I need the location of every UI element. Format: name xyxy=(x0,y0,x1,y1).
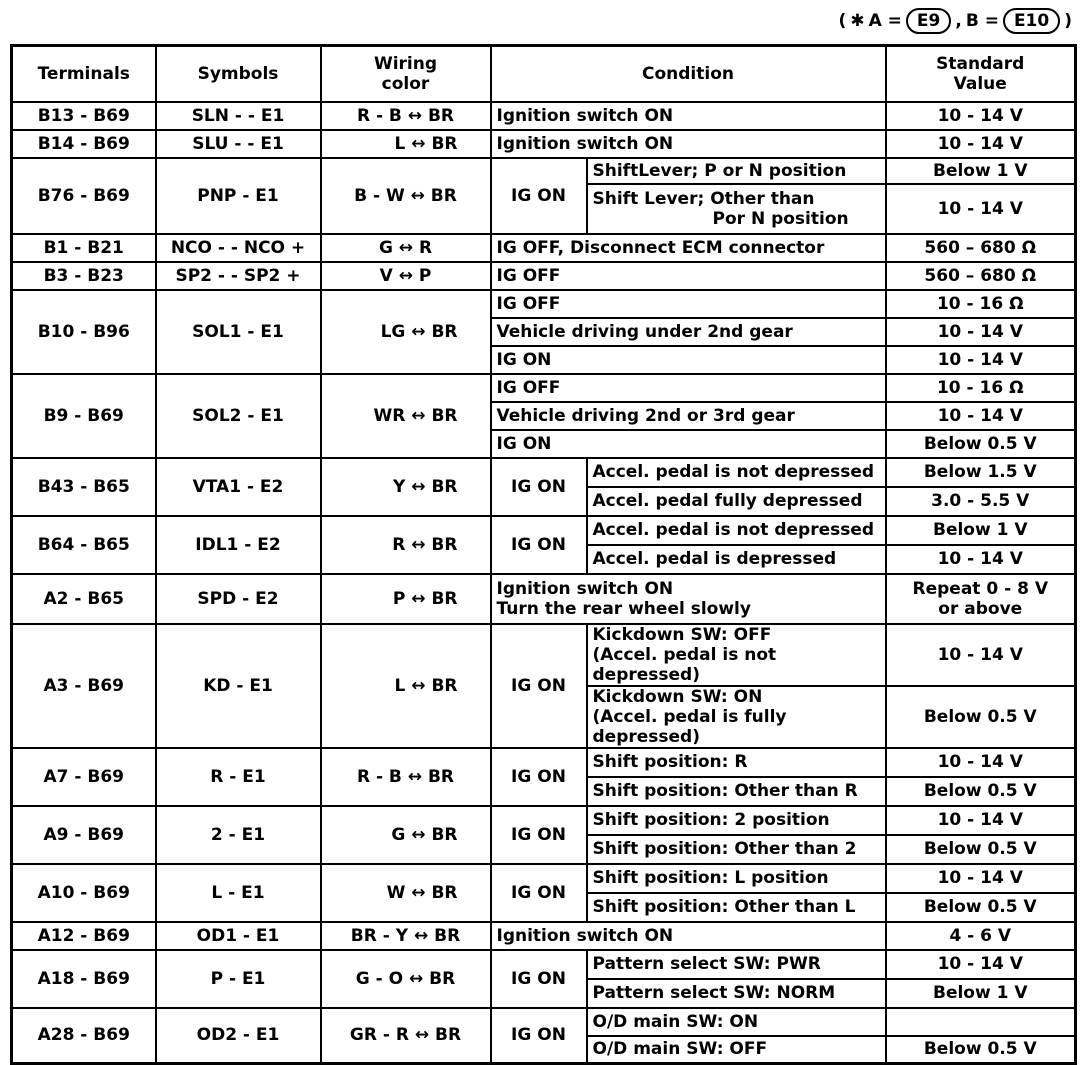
condition-cell: Ignition switch ON xyxy=(491,102,886,130)
table-row xyxy=(12,262,1076,290)
condition-cell: IG OFF xyxy=(491,374,886,402)
condition-group-cell: IG ON xyxy=(491,806,587,864)
table-row xyxy=(12,1008,1076,1036)
value-cell: Below 1 V xyxy=(886,516,1076,545)
legend-separator: , xyxy=(955,11,962,31)
value-cell: 10 - 14 V xyxy=(886,624,1076,686)
wiring-cell: Y ↔ BR xyxy=(321,458,491,516)
table-row xyxy=(12,950,1076,979)
condition-cell: IG OFF xyxy=(491,262,886,290)
sub-condition-cell: Shift position: Other than R xyxy=(587,777,886,806)
value-cell: 10 - 14 V xyxy=(886,402,1076,430)
terminals-cell: A28 - B69 xyxy=(12,1008,156,1064)
sub-condition-cell: O/D main SW: ON xyxy=(587,1008,886,1036)
value-cell: 10 - 16 Ω xyxy=(886,374,1076,402)
value-cell: Below 0.5 V xyxy=(886,777,1076,806)
table-row xyxy=(12,234,1076,262)
value-cell xyxy=(886,1008,1076,1036)
value-cell: 10 - 14 V xyxy=(886,806,1076,835)
table-header-row xyxy=(12,46,1076,102)
table-row xyxy=(12,458,1076,487)
header-condition: Condition xyxy=(491,46,886,102)
condition-cell: Vehicle driving 2nd or 3rd gear xyxy=(491,402,886,430)
wiring-cell: G - O ↔ BR xyxy=(321,950,491,1008)
symbols-cell: SPD - E2 xyxy=(156,574,321,624)
symbols-cell: 2 - E1 xyxy=(156,806,321,864)
wiring-cell: G ↔ BR xyxy=(321,806,491,864)
value-cell: 10 - 14 V xyxy=(886,748,1076,777)
header-standard-value: Standard Value xyxy=(886,46,1076,102)
terminals-cell: B3 - B23 xyxy=(12,262,156,290)
value-cell: 10 - 14 V xyxy=(886,346,1076,374)
symbols-cell: IDL1 - E2 xyxy=(156,516,321,574)
table-row xyxy=(12,130,1076,158)
condition-group-cell: IG ON xyxy=(491,748,587,806)
table-row xyxy=(12,574,1076,624)
condition-group-cell: IG ON xyxy=(491,864,587,922)
value-cell: 10 - 14 V xyxy=(886,545,1076,574)
legend-a-label: A = xyxy=(868,11,902,31)
table-row xyxy=(12,102,1076,130)
value-cell: Below 0.5 V xyxy=(886,686,1076,748)
connector-legend xyxy=(839,6,1072,36)
value-cell: 10 - 14 V xyxy=(886,102,1076,130)
condition-group-cell: IG ON xyxy=(491,624,587,748)
terminals-cell: B64 - B65 xyxy=(12,516,156,574)
sub-condition-cell: Kickdown SW: ON (Accel. pedal is fully depressed) xyxy=(587,686,886,748)
sub-condition-cell: Shift position: L position xyxy=(587,864,886,893)
terminals-cell: A10 - B69 xyxy=(12,864,156,922)
wiring-cell: W ↔ BR xyxy=(321,864,491,922)
wiring-cell: R - B ↔ BR xyxy=(321,748,491,806)
table-row xyxy=(12,290,1076,318)
sub-condition-cell: Pattern select SW: NORM xyxy=(587,979,886,1008)
condition-group-cell: IG ON xyxy=(491,458,587,516)
terminals-cell: A12 - B69 xyxy=(12,922,156,950)
sub-condition-cell: Shift position: 2 position xyxy=(587,806,886,835)
symbols-cell: SOL2 - E1 xyxy=(156,374,321,458)
sub-condition-cell: O/D main SW: OFF xyxy=(587,1036,886,1064)
table-row xyxy=(12,624,1076,686)
terminals-cell: B14 - B69 xyxy=(12,130,156,158)
value-cell: Below 1 V xyxy=(886,158,1076,184)
terminals-cell: B10 - B96 xyxy=(12,290,156,374)
sub-condition-cell: Kickdown SW: OFF (Accel. pedal is not depressed) xyxy=(587,624,886,686)
value-cell: 560 – 680 Ω xyxy=(886,234,1076,262)
symbols-cell: PNP - E1 xyxy=(156,158,321,234)
header-terminals: Terminals xyxy=(12,46,156,102)
condition-cell: Vehicle driving under 2nd gear xyxy=(491,318,886,346)
symbols-cell: P - E1 xyxy=(156,950,321,1008)
symbols-cell: OD2 - E1 xyxy=(156,1008,321,1064)
terminal-spec-table xyxy=(10,44,1077,1065)
symbols-cell: SLN - - E1 xyxy=(156,102,321,130)
terminals-cell: A2 - B65 xyxy=(12,574,156,624)
table-row xyxy=(12,748,1076,777)
table-row xyxy=(12,158,1076,184)
value-cell: 560 – 680 Ω xyxy=(886,262,1076,290)
symbols-cell: L - E1 xyxy=(156,864,321,922)
condition-cell: IG ON xyxy=(491,430,886,458)
terminals-cell: A7 - B69 xyxy=(12,748,156,806)
symbols-cell: NCO - - NCO + xyxy=(156,234,321,262)
wiring-cell: R ↔ BR xyxy=(321,516,491,574)
wiring-cell: L ↔ BR xyxy=(321,130,491,158)
terminals-cell: B1 - B21 xyxy=(12,234,156,262)
condition-group-cell: IG ON xyxy=(491,950,587,1008)
header-wiring-color: Wiring color xyxy=(321,46,491,102)
symbols-cell: SOL1 - E1 xyxy=(156,290,321,374)
value-cell: 4 - 6 V xyxy=(886,922,1076,950)
terminals-cell: A3 - B69 xyxy=(12,624,156,748)
table-row xyxy=(12,374,1076,402)
value-cell: 10 - 14 V xyxy=(886,864,1076,893)
value-cell: 10 - 16 Ω xyxy=(886,290,1076,318)
legend-a-connector: E9 xyxy=(906,8,951,34)
condition-cell: Ignition switch ON xyxy=(491,922,886,950)
symbols-cell: SP2 - - SP2 + xyxy=(156,262,321,290)
legend-b-label: B = xyxy=(965,11,999,31)
value-cell: 10 - 14 V xyxy=(886,318,1076,346)
legend-open-paren: ( xyxy=(838,11,847,31)
table-row xyxy=(12,922,1076,950)
value-cell: Below 0.5 V xyxy=(886,1036,1076,1064)
asterisk-icon: ✱ xyxy=(850,11,865,31)
sub-condition-cell: Shift Lever; Other than Por N position xyxy=(587,184,886,234)
value-cell: 10 - 14 V xyxy=(886,184,1076,234)
sub-condition-cell: Accel. pedal is not depressed xyxy=(587,458,886,487)
value-cell: Below 1 V xyxy=(886,979,1076,1008)
wiring-cell: B - W ↔ BR xyxy=(321,158,491,234)
table-row xyxy=(12,806,1076,835)
symbols-cell: VTA1 - E2 xyxy=(156,458,321,516)
legend-b-connector: E10 xyxy=(1003,8,1060,34)
wiring-cell: WR ↔ BR xyxy=(321,374,491,458)
wiring-cell: LG ↔ BR xyxy=(321,290,491,374)
wiring-cell: G ↔ R xyxy=(321,234,491,262)
condition-cell: Ignition switch ON xyxy=(491,130,886,158)
value-cell: 10 - 14 V xyxy=(886,130,1076,158)
symbols-cell: R - E1 xyxy=(156,748,321,806)
wiring-cell: V ↔ P xyxy=(321,262,491,290)
terminals-cell: B76 - B69 xyxy=(12,158,156,234)
sub-condition-cell: Shift position: Other than 2 xyxy=(587,835,886,864)
condition-group-cell: IG ON xyxy=(491,516,587,574)
condition-cell: IG OFF, Disconnect ECM connector xyxy=(491,234,886,262)
symbols-cell: OD1 - E1 xyxy=(156,922,321,950)
table-row xyxy=(12,516,1076,545)
terminals-cell: B43 - B65 xyxy=(12,458,156,516)
sub-condition-cell: Accel. pedal is depressed xyxy=(587,545,886,574)
terminals-cell: A18 - B69 xyxy=(12,950,156,1008)
symbols-cell: KD - E1 xyxy=(156,624,321,748)
value-cell: Below 0.5 V xyxy=(886,893,1076,922)
sub-condition-cell: Shift position: R xyxy=(587,748,886,777)
value-cell: Below 0.5 V xyxy=(886,835,1076,864)
wiring-cell: GR - R ↔ BR xyxy=(321,1008,491,1064)
condition-group-cell: IG ON xyxy=(491,158,587,234)
wiring-cell: P ↔ BR xyxy=(321,574,491,624)
terminals-cell: B13 - B69 xyxy=(12,102,156,130)
value-cell: Below 1.5 V xyxy=(886,458,1076,487)
symbols-cell: SLU - - E1 xyxy=(156,130,321,158)
value-cell: Repeat 0 - 8 V or above xyxy=(886,574,1076,624)
condition-group-cell: IG ON xyxy=(491,1008,587,1064)
wiring-cell: L ↔ BR xyxy=(321,624,491,748)
value-cell: Below 0.5 V xyxy=(886,430,1076,458)
value-cell: 3.0 - 5.5 V xyxy=(886,487,1076,516)
wiring-cell: R - B ↔ BR xyxy=(321,102,491,130)
header-symbols: Symbols xyxy=(156,46,321,102)
condition-cell: IG ON xyxy=(491,346,886,374)
condition-cell: IG OFF xyxy=(491,290,886,318)
terminals-cell: B9 - B69 xyxy=(12,374,156,458)
legend-close-paren: ) xyxy=(1064,11,1072,31)
condition-cell: Ignition switch ON Turn the rear wheel slowly xyxy=(491,574,886,624)
sub-condition-cell: Pattern select SW: PWR xyxy=(587,950,886,979)
sub-condition-cell: ShiftLever; P or N position xyxy=(587,158,886,184)
sub-condition-cell: Shift position: Other than L xyxy=(587,893,886,922)
table-row xyxy=(12,864,1076,893)
sub-condition-cell: Accel. pedal fully depressed xyxy=(587,487,886,516)
terminals-cell: A9 - B69 xyxy=(12,806,156,864)
value-cell: 10 - 14 V xyxy=(886,950,1076,979)
wiring-cell: BR - Y ↔ BR xyxy=(321,922,491,950)
sub-condition-cell: Accel. pedal is not depressed xyxy=(587,516,886,545)
